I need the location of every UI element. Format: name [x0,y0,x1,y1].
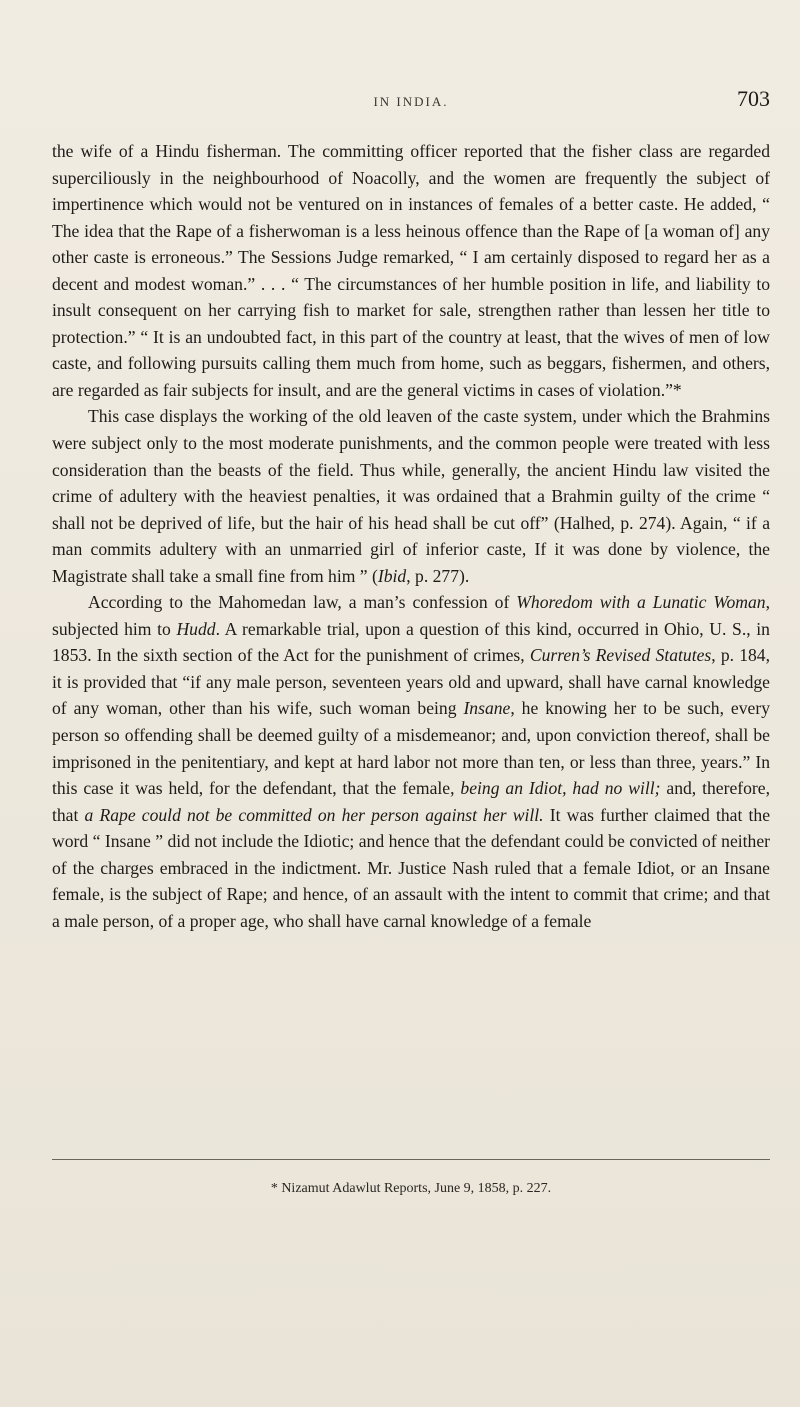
text-run: the wife of a Hindu fisherman. The committing officer reported that the fisher class are regarded superciliously in the neighbourhood of Noacolly, and the women are frequently the subject of impertinence which would not be ventured on in instances of females of a better caste. He added, “ The idea that the Rape of a fisherwoman is a less heinous offence than the Rape of [a woman of] any other caste is erroneous.” The Sessions Judge remarked, “ I am certainly disposed to regard her as a decent and modest woman.” . . . “ The circumstances of her humble position in life, and liability to insult consequent on her carrying fish to market for sale, strengthen rather than lessen her title to protection.” “ It is an undoubted fact, in this part of the country at least, that the wives of men of low caste, and following pursuits calling them much from home, such as beggars, fishermen, and others, are regarded as fair subjects for insult, and are the general victims in cases of violation.”* [52,141,770,400]
footnote-divider [52,1159,770,1160]
body-text [52,138,770,934]
text-run: This case displays the working of the old leaven of the caste system, under which the Brahmins were subject only to the most moderate punishments, and the common people were treated with less consideration than the beasts of the field. Thus while, generally, the ancient Hindu law visited the crime of adultery with the heaviest penalties, it was ordained that a Brahmin guilty of the crime “ shall not be deprived of life, but the hair of his head shall be cut off” (Halhed, p. 274). Again, “ if a man commits adultery with an unmarried girl of inferior caste, If it was done by violence, the Magistrate shall take a small fine from him ” ( [52,406,770,586]
text-run: , p. 184, it is provided that “if any male person, seventeen years old and upward, shall have carnal knowledge of any woman, other than his wife, such woman being [52,645,771,719]
text-run: It was further claimed that the word “ Insane ” did not include the Idiotic; and hence that the defendant could be convicted of neither of the charges embraced in the indictment. Mr. Justice Nash ruled that a female Idiot, or an Insane female, is the subject of Rape; and hence, of an assault with the intent to commit that crime; and that a male person, of a proper age, who shall have carnal knowledge of a female [52,804,771,931]
paragraph [52,403,770,589]
text-run: . A remarkable trial, upon a question of this kind, occurred in Ohio, U. S., in 1853. In the sixth section of the Act for the punishment of crimes, [52,618,770,666]
text-run: According to the Mahomedan law, a man’s confession of [88,592,517,613]
page-number: 703 [737,86,770,111]
text-run: , he knowing her to be such, every person so offending shall be deemed guilty of a misdemeanor; and, upon conviction thereof, shall be imprisoned in the penitentiary, and kept at hard labor not more than ten, or less than three, years.” In this case it was held, for the defendant, that the female, [52,698,770,799]
italic-text: being an Idiot, had no will; [460,778,661,799]
running-title: IN INDIA. [373,94,449,109]
italic-text: Curren’s Revised Statutes [529,645,712,666]
italic-text: Insane [463,698,511,719]
italic-text: a Rape could not be committed on her person against her will. [84,804,544,825]
text-run: , subjected him to [52,592,770,639]
paragraph [52,589,770,934]
running-head [52,86,770,116]
text-run: and, therefore, that [52,778,770,825]
italic-text: Whoredom with a Lunatic Woman [516,592,766,613]
paragraph [52,138,770,403]
italic-text: Hudd [176,618,216,639]
text-run: , p. 277). [406,565,470,586]
footnote: * Nizamut Adawlut Reports, June 9, 1858, p. 227. [270,1181,552,1196]
italic-text: Ibid [377,565,407,586]
